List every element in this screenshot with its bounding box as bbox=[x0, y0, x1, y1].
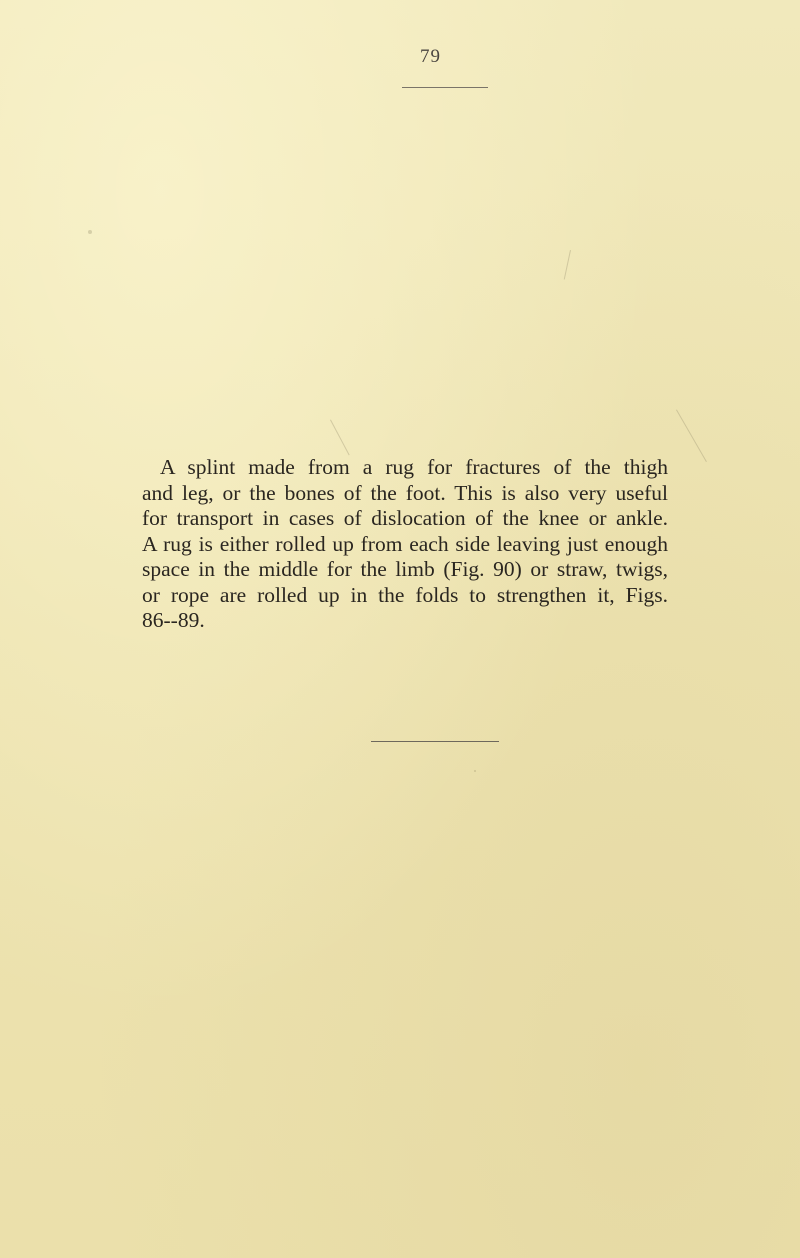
text-line: or rope are rolled up in the folds to strengthen it, Figs. bbox=[142, 582, 668, 607]
page-number: 79 bbox=[420, 46, 441, 67]
body-paragraph bbox=[142, 455, 668, 634]
paper-crease bbox=[676, 410, 707, 462]
paper-crease bbox=[330, 420, 350, 456]
text-line: space in the middle for the limb (Fig. 90) or straw, twigs, bbox=[142, 557, 668, 581]
paper-spot bbox=[88, 230, 92, 234]
text-line: A splint made from a rug for fractures of the thigh bbox=[160, 455, 668, 479]
paper-crease bbox=[564, 250, 571, 280]
paper-spot bbox=[474, 770, 476, 772]
text-line: for transport in cases of dislocation of the knee or ankle. bbox=[142, 506, 668, 530]
text-line: A rug is either rolled up from each side leaving just enough bbox=[142, 531, 668, 556]
text-line: and leg, or the bones of the foot. This is also very useful bbox=[142, 480, 668, 505]
end-rule bbox=[371, 741, 499, 742]
header-rule bbox=[402, 87, 488, 88]
text-line: 86--89. bbox=[142, 608, 205, 632]
